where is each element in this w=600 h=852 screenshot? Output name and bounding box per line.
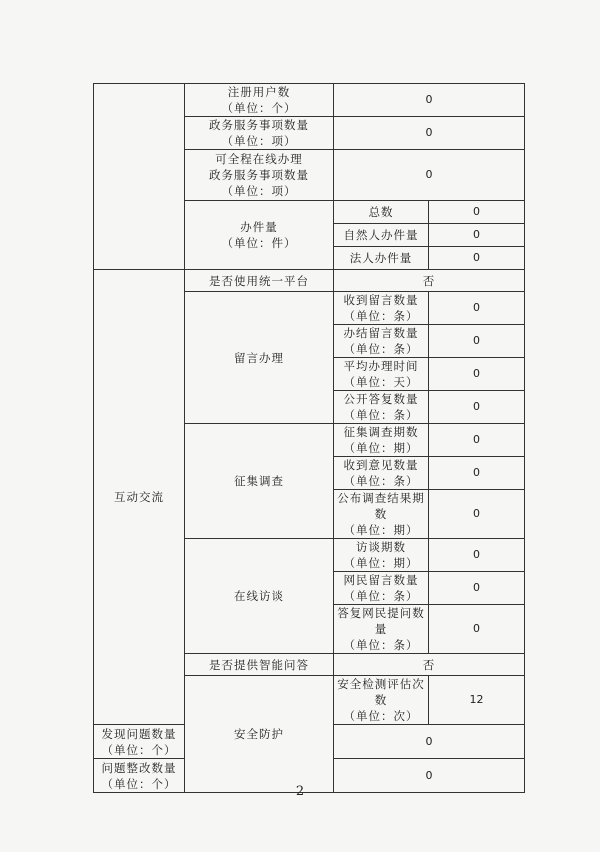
security-section-label: 安全防护 xyxy=(185,676,334,793)
inspections-label: 安全检测评估次数 （单位：次） xyxy=(334,676,429,725)
gov-service-items-value: 0 xyxy=(334,117,525,150)
online-service-items-label: 可全程在线办理 政务服务事项数量 （单位：项） xyxy=(185,150,334,201)
survey-results-value: 0 xyxy=(429,490,525,539)
interview-periods-label: 访谈期数 （单位：期） xyxy=(334,539,429,572)
answered-questions-value: 0 xyxy=(429,605,525,654)
survey-results-label: 公布调查结果期数 （单位：期） xyxy=(334,490,429,539)
avg-handling-time-value: 0 xyxy=(429,358,525,391)
registered-users-label: 注册用户数 （单位：个） xyxy=(185,84,334,117)
smart-qa-label: 是否提供智能问答 xyxy=(185,654,334,676)
online-service-items-value: 0 xyxy=(334,150,525,201)
issues-found-value: 0 xyxy=(334,725,525,759)
survey-label: 征集调查 xyxy=(185,424,334,539)
handling-total-label: 总数 xyxy=(334,201,429,224)
handling-total-value: 0 xyxy=(429,201,525,224)
page-number: 2 xyxy=(295,784,305,799)
handling-natural-label: 自然人办件量 xyxy=(334,224,429,247)
smart-qa-value: 否 xyxy=(334,654,525,676)
section-cell-blank xyxy=(94,84,185,270)
gov-service-items-label: 政务服务事项数量 （单位：项） xyxy=(185,117,334,150)
handling-legal-label: 法人办件量 xyxy=(334,247,429,270)
unified-platform-value: 否 xyxy=(334,270,525,292)
messages-received-label: 收到留言数量 （单位：条） xyxy=(334,292,429,325)
interaction-section-label: 互动交流 xyxy=(94,270,185,725)
messages-concluded-label: 办结留言数量 （单位：条） xyxy=(334,325,429,358)
netizen-messages-value: 0 xyxy=(429,572,525,605)
messages-received-value: 0 xyxy=(429,292,525,325)
survey-periods-label: 征集调查期数 （单位：期） xyxy=(334,424,429,457)
opinions-received-value: 0 xyxy=(429,457,525,490)
handling-legal-value: 0 xyxy=(429,247,525,270)
survey-periods-value: 0 xyxy=(429,424,525,457)
opinions-received-label: 收到意见数量 （单位：条） xyxy=(334,457,429,490)
unified-platform-label: 是否使用统一平台 xyxy=(185,270,334,292)
public-replies-value: 0 xyxy=(429,391,525,424)
answered-questions-label: 答复网民提问数量 （单位：条） xyxy=(334,605,429,654)
online-interview-label: 在线访谈 xyxy=(185,539,334,654)
interview-periods-value: 0 xyxy=(429,539,525,572)
netizen-messages-label: 网民留言数量 （单位：条） xyxy=(334,572,429,605)
message-handling-label: 留言办理 xyxy=(185,292,334,424)
statistics-table xyxy=(93,83,525,793)
handling-natural-value: 0 xyxy=(429,224,525,247)
handling-volume-label: 办件量 （单位：件） xyxy=(185,201,334,270)
registered-users-value: 0 xyxy=(334,84,525,117)
table-row xyxy=(94,84,525,117)
issues-fixed-label: 问题整改数量 （单位：个） xyxy=(94,759,185,793)
public-replies-label: 公开答复数量 （单位：条） xyxy=(334,391,429,424)
issues-found-label: 发现问题数量 （单位：个） xyxy=(94,725,185,759)
messages-concluded-value: 0 xyxy=(429,325,525,358)
table-row xyxy=(94,270,525,292)
avg-handling-time-label: 平均办理时间 （单位：天） xyxy=(334,358,429,391)
issues-fixed-value: 0 xyxy=(334,759,525,793)
inspections-value: 12 xyxy=(429,676,525,725)
